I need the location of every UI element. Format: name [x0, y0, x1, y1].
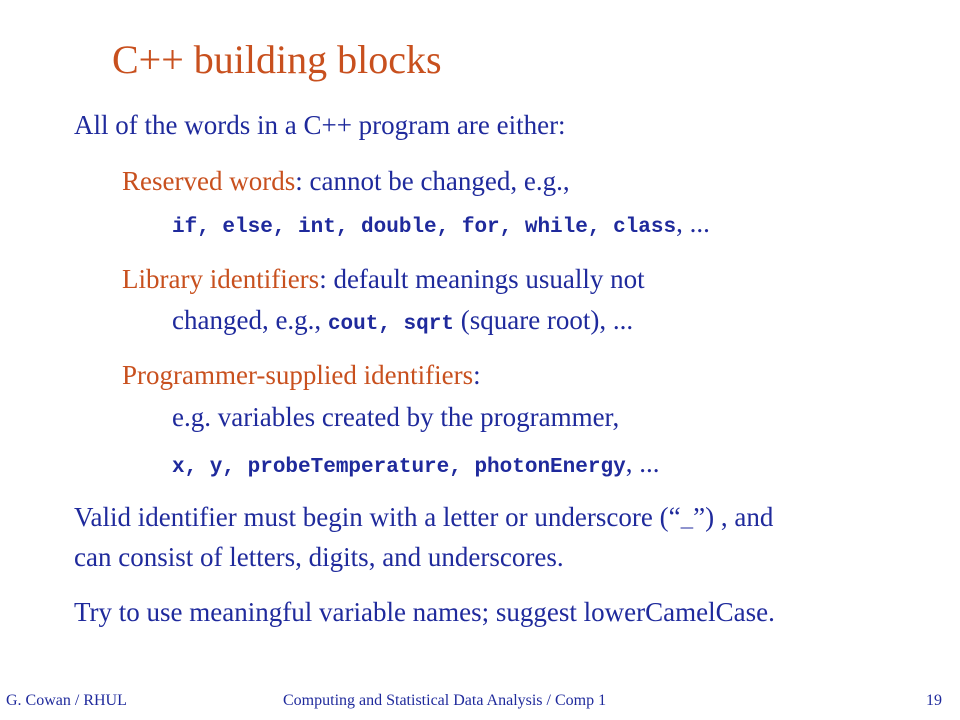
library-identifiers-line2 — [172, 303, 633, 342]
slide-title: C++ building blocks — [112, 37, 442, 82]
intro-text: All of the words in a C++ program are either: — [74, 110, 566, 140]
programmer-identifiers-line — [122, 358, 481, 392]
library-identifiers-description: default meanings usually not — [326, 264, 645, 294]
valid-identifier-prefix: Valid identifier must begin with a letter or underscore (“ — [74, 502, 681, 532]
library-identifiers-prefix: changed, e.g., — [172, 305, 328, 335]
programmer-identifiers-examples-line — [172, 446, 659, 485]
library-identifiers-label: Library identifiers — [122, 264, 320, 294]
library-identifiers-line — [122, 262, 645, 296]
library-identifiers-examples: cout, sqrt — [327, 313, 454, 336]
reserved-words-examples: if, else, int, double, for, while, class — [172, 216, 677, 239]
valid-identifier-suffix: ”) , and — [693, 502, 774, 532]
reserved-words-ellipsis: , ... — [676, 208, 710, 238]
underscore-symbol: _ — [680, 510, 694, 533]
footer-page-number: 19 — [926, 692, 942, 709]
programmer-identifiers-description: e.g. variables created by the programmer, — [172, 402, 620, 432]
valid-identifier-line1 — [74, 500, 773, 539]
footer-author: G. Cowan / RHUL — [6, 692, 127, 709]
naming-advice: Try to use meaningful variable names; suggest lowerCamelCase. — [74, 597, 775, 627]
reserved-words-examples-line — [172, 206, 710, 245]
programmer-identifiers-examples: x, y, probeTemperature, photonEnergy — [172, 456, 626, 479]
footer-course: Computing and Statistical Data Analysis / Comp 1 — [283, 692, 607, 709]
programmer-identifiers-colon: : — [473, 360, 481, 390]
reserved-words-label: Reserved words — [122, 166, 296, 196]
reserved-words-colon: : — [295, 166, 303, 196]
library-identifiers-suffix: (square root), ... — [453, 305, 634, 335]
library-identifiers-colon: : — [319, 264, 327, 294]
programmer-identifiers-ellipsis: , ... — [625, 448, 660, 478]
reserved-words-description: cannot be changed, e.g., — [302, 166, 570, 196]
programmer-identifiers-label: Programmer-supplied identifiers — [122, 360, 474, 390]
reserved-words-line — [122, 164, 570, 198]
valid-identifier-line2: can consist of letters, digits, and underscores. — [74, 542, 564, 572]
